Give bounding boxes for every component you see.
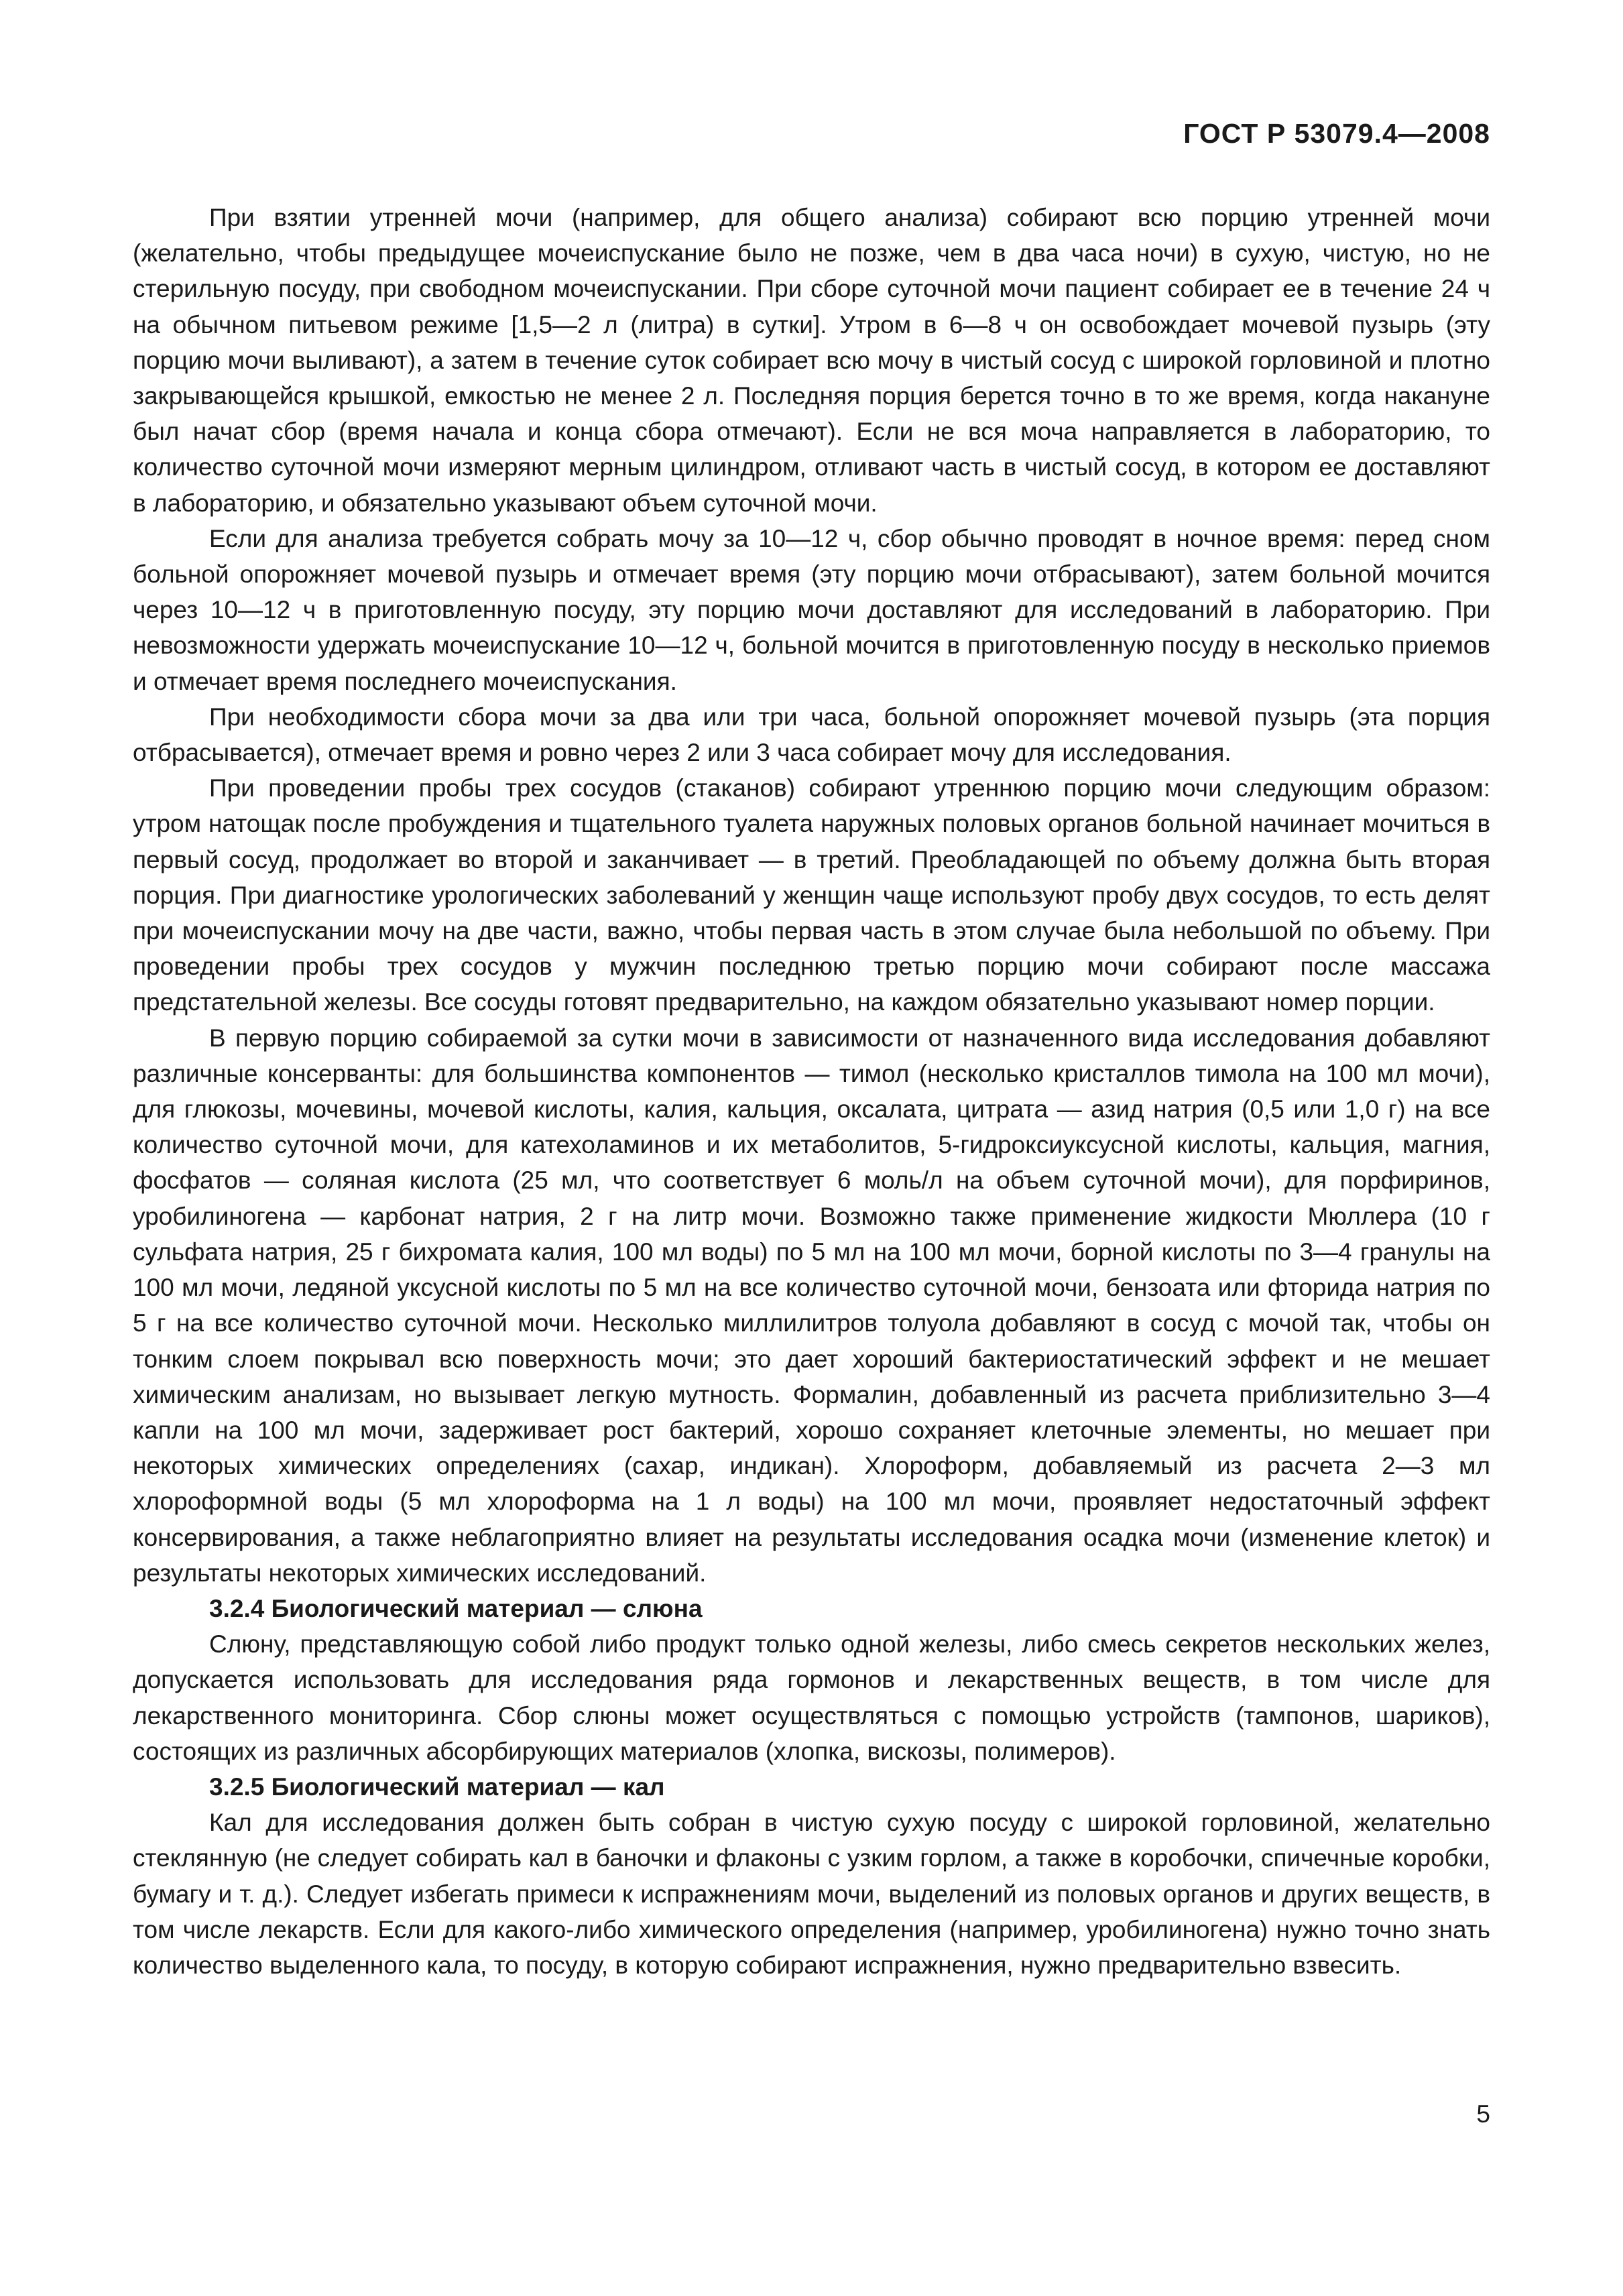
paragraph-saliva: Слюну, представляющую собой либо продукт только одной железы, либо смесь секретов нескольких желез, допускается использовать для исследования ряда гормонов и лекарственных веществ, в том числе для лекарственного мониторинга. Сбор слюны может осуществляться с помощью устройств (тампонов, шариков), состоящих из различных абсорбирующих материалов (хлопка, вискозы, полимеров). bbox=[133, 1630, 1490, 1765]
page-number: 5 bbox=[1476, 2100, 1490, 2128]
paragraph-preservatives: В первую порцию собираемой за сутки мочи в зависимости от назначенного вида исследования добавляют различные консерванты: для большинства компонентов — тимол (несколько кристаллов тимола на 100 мл мочи), для глюкозы, мочевины, мочевой кислоты, калия, кальция, оксалата, цитрата — азид натрия (0,5 или 1,0 г) на все количество суточной мочи, для катехоламинов и их метаболитов, 5-гидроксиуксусной кислоты, кальция, магния, фосфатов — соляная кислота (25 мл, что соответствует 6 моль/л на объем суточной мочи), для порфиринов, уробилиногена — карбонат натрия, 2 г на литр мочи. Возможно также применение жидкости Мюллера (10 г сульфата натрия, 25 г бихромата калия, 100 мл воды) по 5 мл на 100 мл мочи, борной кислоты по 3—4 гранулы на 100 мл мочи, ледяной уксусной кислоты по 5 мл на все количество суточной мочи, бензоата или фторида натрия по 5 г на все количество суточной мочи. Несколько миллилитров толуола добавляют в сосуд с мочой так, чтобы он тонким слоем покрывал всю поверхность мочи; это дает хороший бактериостатический эффект и не мешает химическим анализам, но вызывает легкую мутность. Формалин, добавленный из расчета приблизительно 3—4 капли на 100 мл мочи, задерживает рост бактерий, хорошо сохраняет клеточные элементы, но мешает при некоторых химических определениях (сахар, индикан). Хлороформ, добавляемый из расчета 2—3 мл хлороформной воды (5 мл хлороформа на 1 л воды) на 100 мл мочи, проявляет недостаточный эффект консервирования, а также неблагоприятно влияет на результаты исследования осадка мочи (изменение клеток) и результаты некоторых химических исследований. bbox=[133, 1024, 1490, 1587]
section-heading-feces: 3.2.5 Биологический материал — кал bbox=[209, 1772, 665, 1801]
paragraph-three-vessel-test: При проведении пробы трех сосудов (стаканов) собирают утреннюю порцию мочи следующим образом: утром натощак после пробуждения и тщательного туалета наружных половых органов больной начинает мочиться в первый сосуд, продолжает во второй и заканчивает — в третий. Преобладающей по объему должна быть вторая порция. При диагностике урологических заболеваний у женщин чаще используют пробу двух сосудов, то есть делят при мочеиспускании мочу на две части, важно, чтобы первая часть в этом случае была небольшой по объему. При проведении пробы трех сосудов у мужчин последнюю третью порцию мочи собирают после массажа предстательной железы. Все сосуды готовят предварительно, на каждом обязательно указывают номер порции. bbox=[133, 774, 1490, 1016]
paragraph-night-urine: Если для анализа требуется собрать мочу за 10—12 ч, сбор обычно проводят в ночное время: перед сном больной опорожняет мочевой пузырь и отмечает время (эту порцию мочи отбрасывают), затем больной мочится через 10—12 ч в приготовленную посуду, эту порцию мочи доставляют для исследований в лабораторию. При невозможности удержать мочеиспускание 10—12 ч, больной мочится в приготовленную посуду в несколько приемов и отмечает время последнего мочеиспускания. bbox=[133, 524, 1490, 695]
paragraph-feces: Кал для исследования должен быть собран в чистую сухую посуду с широкой горловиной, желательно стеклянную (не следует собирать кал в баночки и флаконы с узким горлом, а также в коробочки, спичечные коробки, бумагу и т. д.). Следует избегать примеси к испражнениям мочи, выделений из половых органов и других веществ, в том числе лекарств. Если для какого-либо химического определения (например, уробилиногена) нужно точно знать количество выделенного кала, то посуду, в которую собирают испражнения, нужно предварительно взвесить. bbox=[133, 1809, 1490, 1979]
section-heading-saliva: 3.2.4 Биологический материал — слюна bbox=[209, 1594, 703, 1622]
page-header-standard: ГОСТ Р 53079.4—2008 bbox=[1183, 118, 1490, 149]
paragraph-two-three-hours: При необходимости сбора мочи за два или три часа, больной опорожняет мочевой пузырь (эта порция отбрасывается), отмечает время и ровно через 2 или 3 часа собирает мочу для исследования. bbox=[133, 703, 1490, 767]
paragraph-morning-urine: При взятии утренней мочи (например, для общего анализа) собирают всю порцию утренней мочи (желательно, чтобы предыдущее мочеиспускание было не позже, чем в два часа ночи) в сухую, чистую, но не стерильную посуду, при свободном мочеиспускании. При сборе суточной мочи пациент собирает ее в течение 24 ч на обычном питьевом режиме [1,5—2 л (литра) в сутки]. Утром в 6—8 ч он освобождает мочевой пузырь (эту порцию мочи выливают), а затем в течение суток собирает всю мочу в чистый сосуд с широкой горловиной и плотно закрывающейся крышкой, емкостью не менее 2 л. Последняя порция берется точно в то же время, когда накануне был начат сбор (время начала и конца сбора отмечают). Если не вся моча направляется в лабораторию, то количество суточной мочи измеряют мерным цилиндром, отливают часть в чистый сосуд, в котором ее доставляют в лабораторию, и обязательно указывают объем суточной мочи. bbox=[133, 204, 1490, 517]
document-body bbox=[133, 200, 1490, 1983]
